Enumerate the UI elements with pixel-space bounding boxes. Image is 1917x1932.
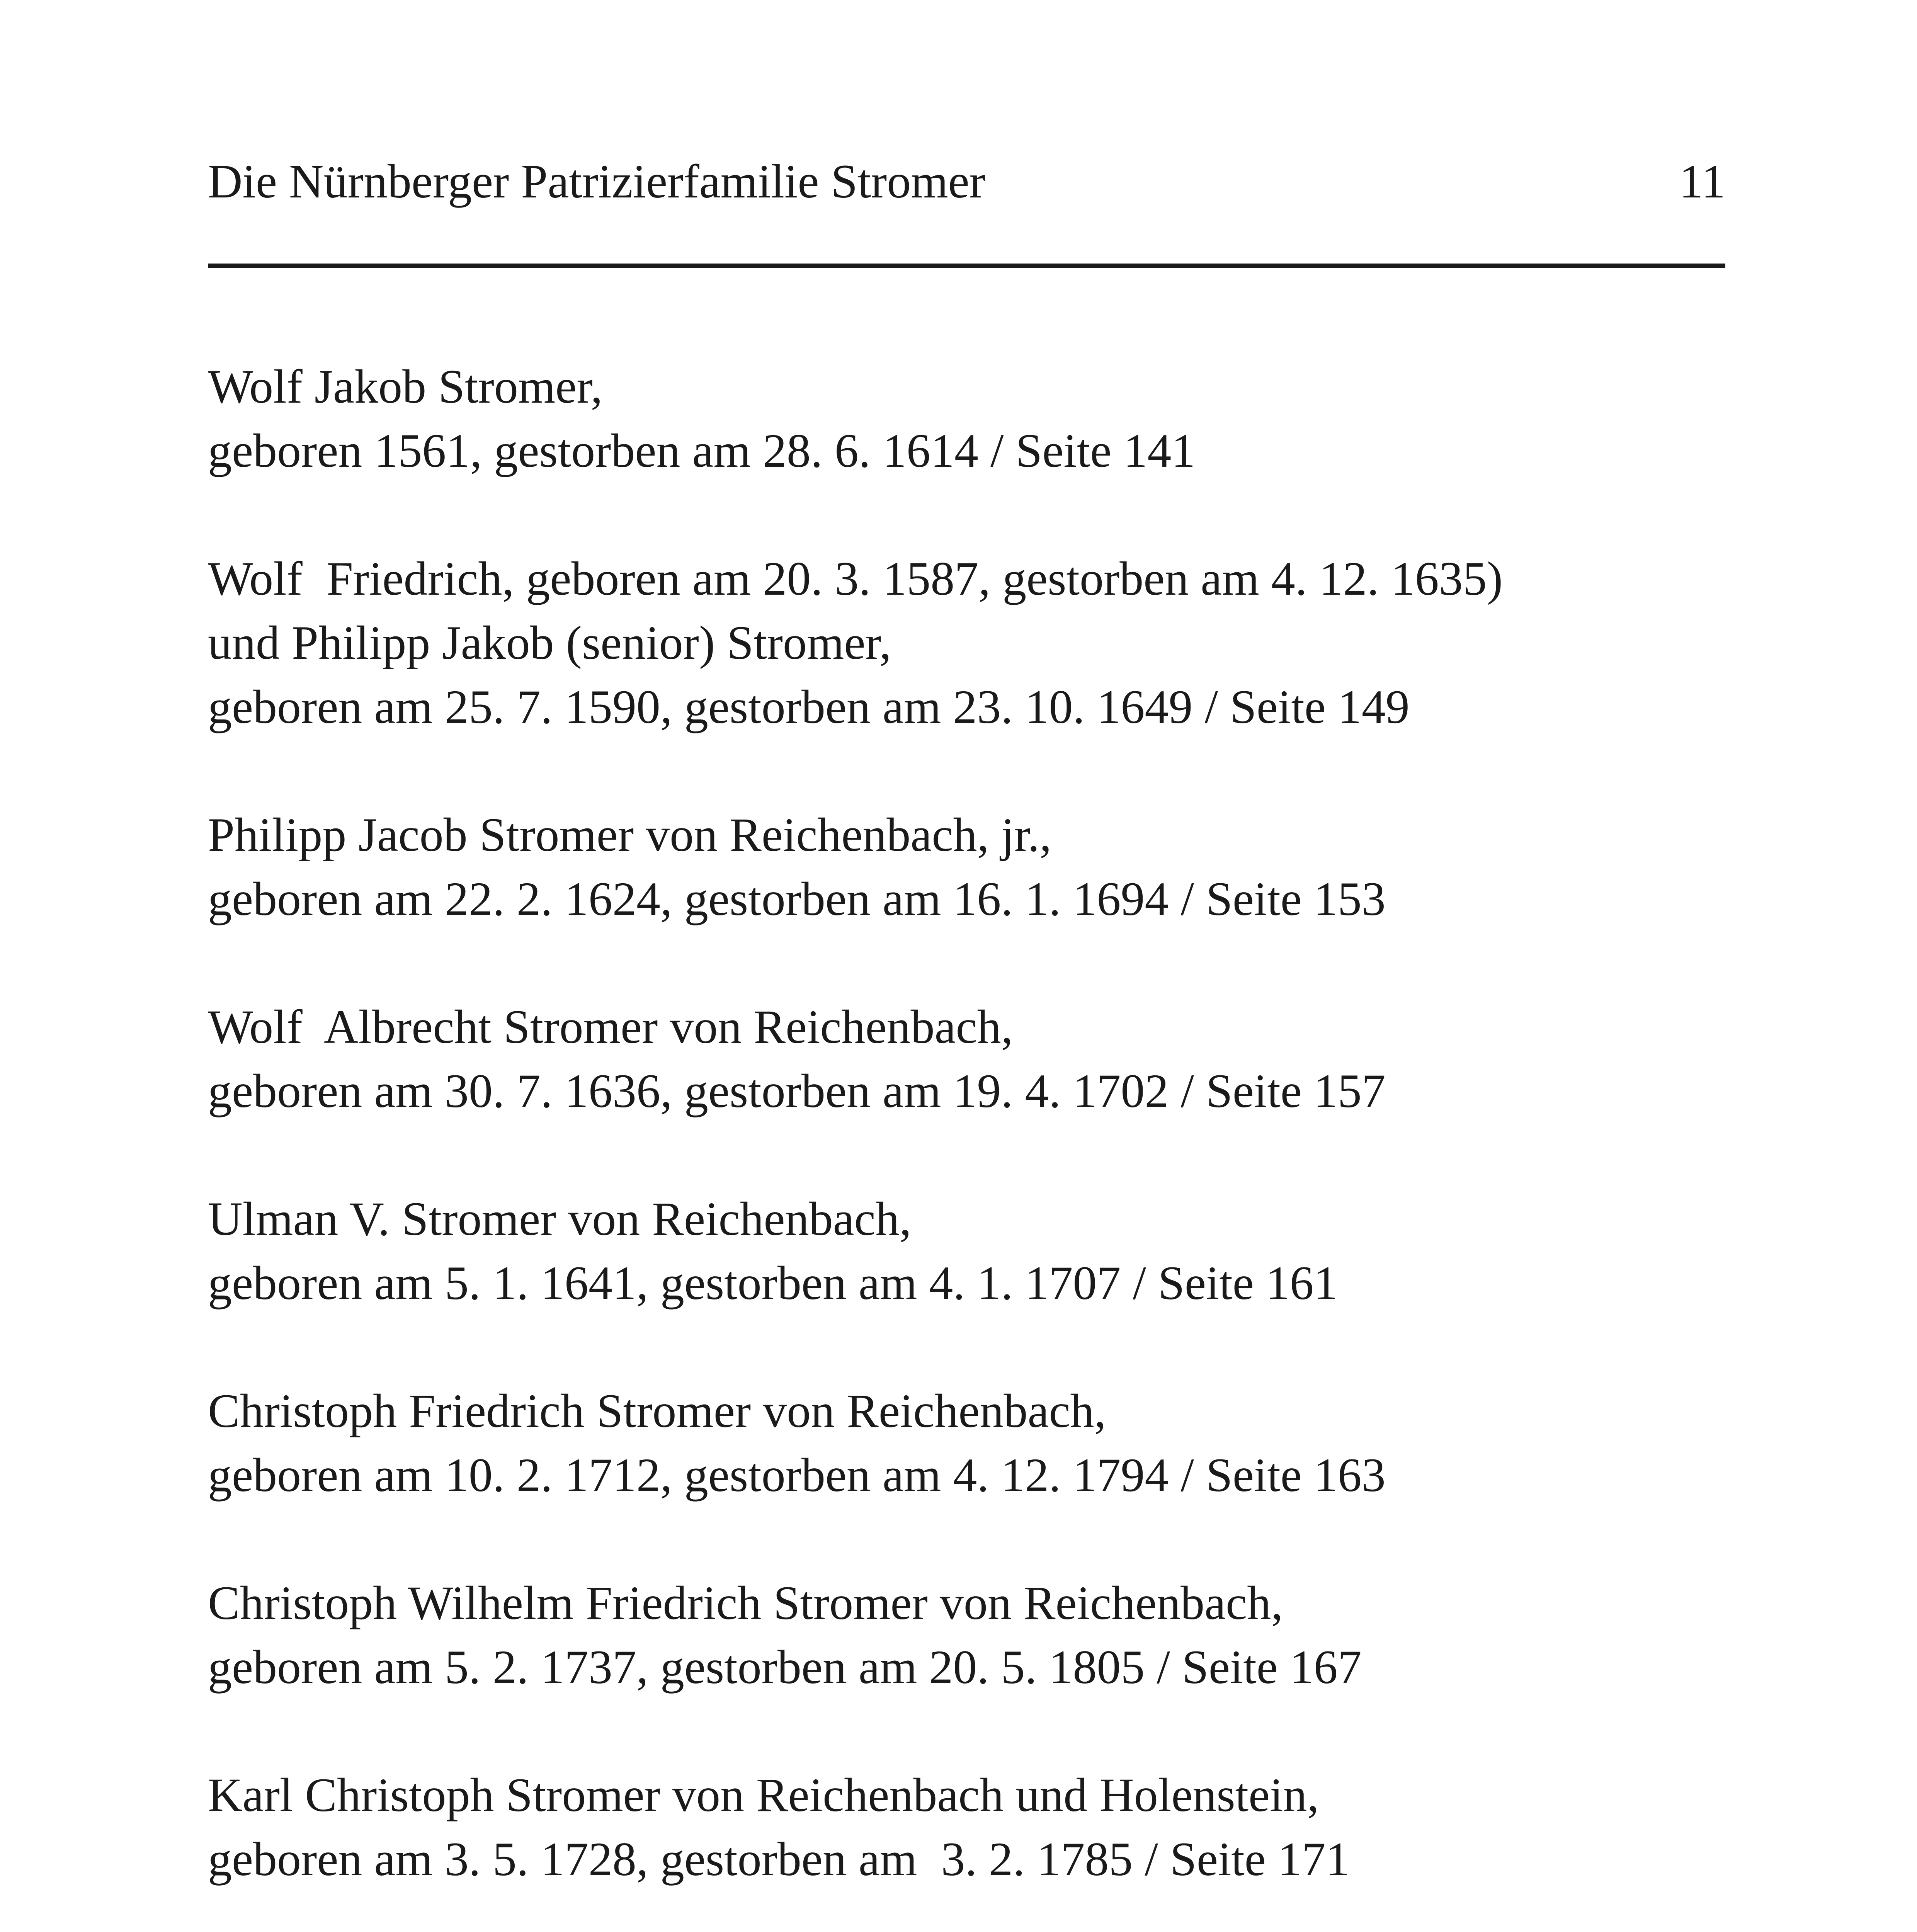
entry-list <box>208 355 1725 1932</box>
entry-dates: geboren am 5. 2. 1737, gestorben am 20. 5. 1805 / Seite 167 <box>208 1641 1362 1694</box>
entry-dates: geboren am 25. 7. 1590, gestorben am 23. 10. 1649 / Seite 149 <box>208 680 1410 733</box>
entry-dates: geboren am 5. 1. 1641, gestorben am 4. 1. 1707 / Seite 161 <box>208 1257 1338 1310</box>
entry-dates: geboren am 3. 5. 1728, gestorben am 3. 2. 1785 / Seite 171 <box>208 1833 1350 1886</box>
entry-dates: geboren am 10. 2. 1712, gestorben am 4. 12. 1794 / Seite 163 <box>208 1449 1386 1502</box>
entry-name: Christoph Friedrich Stromer von Reichenbach, <box>208 1384 1106 1437</box>
list-item <box>208 1187 1725 1315</box>
entry-name: Ulman V. Stromer von Reichenbach, <box>208 1192 912 1245</box>
list-item <box>208 1379 1725 1507</box>
entry-name: Wolf Friedrich, geboren am 20. 3. 1587, gestorben am 4. 12. 1635) <box>208 552 1503 605</box>
entry-name: und Philipp Jakob (senior) Stromer, <box>208 616 891 669</box>
list-item <box>208 355 1725 483</box>
header-rule <box>208 264 1725 268</box>
page-number: 11 <box>1679 155 1725 208</box>
entry-name: Philipp Jacob Stromer von Reichenbach, jr., <box>208 808 1052 861</box>
entry-name: Wolf Jakob Stromer, <box>208 360 603 413</box>
list-item <box>208 1571 1725 1699</box>
list-item <box>208 995 1725 1123</box>
list-item <box>208 1763 1725 1891</box>
entry-dates: geboren am 22. 2. 1624, gestorben am 16. 1. 1694 / Seite 153 <box>208 872 1386 925</box>
list-item <box>208 803 1725 931</box>
running-header-title: Die Nürnberger Patrizierfamilie Stromer <box>208 155 985 208</box>
entry-dates: geboren 1561, gestorben am 28. 6. 1614 / Seite 141 <box>208 424 1196 477</box>
running-header <box>208 155 1725 209</box>
entry-dates: geboren am 30. 7. 1636, gestorben am 19. 4. 1702 / Seite 157 <box>208 1065 1386 1117</box>
entry-name: Karl Christoph Stromer von Reichenbach und Holenstein, <box>208 1769 1319 1821</box>
entry-name: Christoph Wilhelm Friedrich Stromer von Reichenbach, <box>208 1577 1283 1629</box>
list-item <box>208 547 1725 739</box>
entry-name: Wolf Albrecht Stromer von Reichenbach, <box>208 1000 1013 1053</box>
